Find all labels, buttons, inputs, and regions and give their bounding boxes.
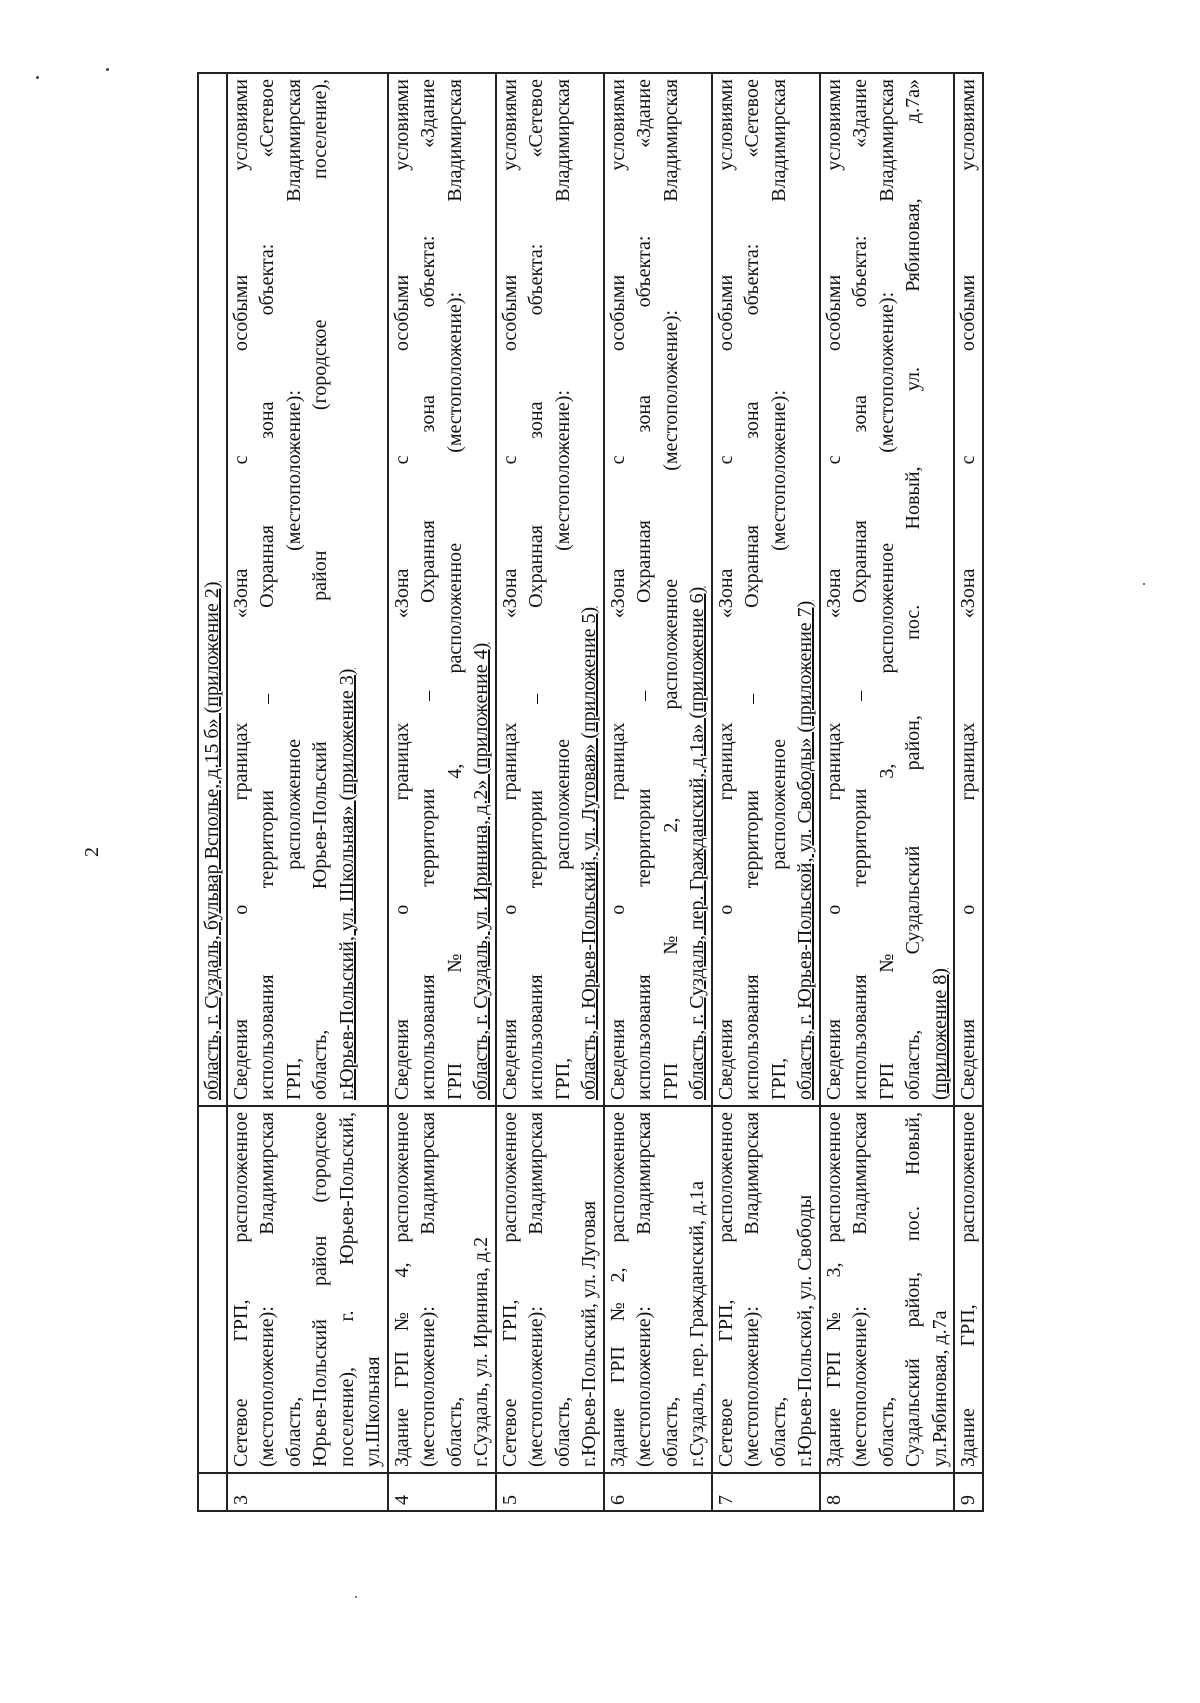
cell-line: Здание ГРП №2, расположенное xyxy=(606,1112,629,1467)
object-description xyxy=(496,1106,604,1473)
table-row xyxy=(820,73,955,1511)
zone-boundary-info xyxy=(820,73,955,1106)
row-number: 5 xyxy=(496,1473,604,1511)
zone-boundary-info xyxy=(712,73,820,1106)
cell-line: область, г. Юрьев-Польский, ул. Луговая» (приложение 5) xyxy=(578,606,600,1100)
cell-line: (местоположение): Владимирская область, xyxy=(633,1112,682,1467)
cell-line: Сведения о границах «Зона с особыми условиями xyxy=(714,79,737,1100)
cell-line: Здание ГРП № 3, расположенное xyxy=(822,1112,845,1467)
table-row xyxy=(388,73,496,1511)
cell-line: г.Юрьев-Польский, ул. Луговая xyxy=(578,1200,600,1467)
cell-line: (приложение 8) xyxy=(928,968,951,1100)
cell-line: Сведения о границах «Зона с особыми условиями xyxy=(498,79,521,1100)
table-row xyxy=(496,73,604,1511)
table-row xyxy=(227,73,388,1511)
document-table-rotated xyxy=(197,72,1089,1512)
row-number: 4 xyxy=(388,1473,496,1511)
table-row xyxy=(954,73,983,1511)
cell-line: использования территории – Охранная зона объекта: «Здание xyxy=(417,79,439,1100)
row-number xyxy=(198,1473,227,1511)
zone-boundary-info xyxy=(496,73,604,1106)
cell-line: использования территории – Охранная зона объекта: «Здание xyxy=(633,79,655,1100)
zone-boundary-info xyxy=(227,73,388,1106)
cell-line: г.Юрьев-Польский, ул. Школьная» (приложение 3) xyxy=(335,668,358,1100)
cell-line: использования территории – Охранная зона объекта: «Сетевое xyxy=(741,79,763,1100)
row-number: 9 xyxy=(954,1473,983,1511)
cell-line: ГРП № 4, расположенное (местоположение): Владимирская xyxy=(443,79,466,1100)
object-description xyxy=(604,1106,712,1473)
zones-table xyxy=(197,72,984,1512)
cell-line: Сведения о границах «Зона с особыми условиями xyxy=(229,79,252,1100)
table-row xyxy=(604,73,712,1511)
object-description xyxy=(388,1106,496,1473)
cell-line: Сведения о границах «Зона с особыми условиями xyxy=(822,79,845,1100)
object-description xyxy=(198,1106,227,1473)
cell-line: г.Юрьев-Польской, ул. Свободы xyxy=(794,1194,816,1467)
object-description xyxy=(820,1106,955,1473)
cell-line: Сведения о границах «Зона с особыми условиями xyxy=(957,79,979,1100)
cell-line: Сведения о границах «Зона с особыми условиями xyxy=(390,79,413,1100)
cell-line: ГРП № 3, расположенное (местоположение): Владимирская xyxy=(875,79,898,1100)
cell-line: область, г. Суздаль, ул. Иринина, д.2» (приложение 4) xyxy=(470,642,492,1100)
zones-table-body xyxy=(198,73,983,1511)
scan-speck xyxy=(36,76,39,79)
cell-line: Сетевое ГРП, расположенное xyxy=(714,1112,737,1467)
cell-line: Сетевое ГРП, расположенное xyxy=(498,1112,521,1467)
cell-line: использования территории – Охранная зона объекта: «Сетевое xyxy=(256,79,278,1100)
page-number: 2 xyxy=(81,847,103,857)
cell-line: ГРП, расположенное (местоположение): Владимирская xyxy=(551,79,574,1100)
table-row xyxy=(712,73,820,1511)
table-row xyxy=(198,73,227,1511)
cell-line: г.Суздаль, пер. Гражданский, д.1а xyxy=(686,1180,708,1467)
row-number: 6 xyxy=(604,1473,712,1511)
cell-line: Сведения о границах «Зона с особыми условиями xyxy=(606,79,629,1100)
cell-line: область, г. Суздаль, пер. Гражданский, д.1а» (приложение 6) xyxy=(686,586,708,1100)
object-description xyxy=(227,1106,388,1473)
cell-line: область, Юрьев-Польский район (городское поселение), xyxy=(309,79,331,1100)
scan-speck xyxy=(355,1596,357,1598)
cell-line: Сетевое ГРП, расположенное xyxy=(229,1112,252,1467)
cell-line: Здание ГРП № 4, расположенное xyxy=(390,1112,413,1467)
zone-boundary-info xyxy=(388,73,496,1106)
cell-line: область, г. Юрьев-Польской, ул. Свободы» (приложение 7) xyxy=(794,600,816,1100)
cell-line: использования территории – Охранная зона объекта: «Сетевое xyxy=(525,79,547,1100)
zone-boundary-info xyxy=(604,73,712,1106)
cell-line: ул.Рябиновая, д.7а xyxy=(928,1310,951,1467)
cell-line: (местоположение): Владимирская область, xyxy=(417,1112,466,1467)
zone-boundary-info xyxy=(954,73,983,1106)
cell-line: использования территории – Охранная зона объекта: «Здание xyxy=(849,79,871,1100)
row-number: 8 xyxy=(820,1473,955,1511)
object-description xyxy=(954,1106,983,1473)
cell-line: (местоположение): Владимирская область, xyxy=(741,1112,790,1467)
scan-speck xyxy=(106,68,109,71)
cell-line: Юрьев-Польский район (городское xyxy=(309,1112,331,1467)
cell-line: ул.Школьная xyxy=(362,1356,384,1467)
object-description xyxy=(712,1106,820,1473)
cell-line: Суздальский район, пос. Новый, xyxy=(902,1112,924,1467)
cell-line: область, Суздальский район, пос. Новый, ул. Рябиновая, д.7а» xyxy=(902,79,924,1100)
cell-line: поселение), г. Юрьев-Польский, xyxy=(335,1112,358,1467)
row-number: 7 xyxy=(712,1473,820,1511)
zone-boundary-info xyxy=(198,73,227,1106)
cell-line: (местоположение): Владимирская область, xyxy=(525,1112,574,1467)
cell-line: ГРП, расположенное (местоположение): Владимирская xyxy=(767,79,790,1100)
row-number: 3 xyxy=(227,1473,388,1511)
cell-line: ГРП, расположенное (местоположение): Владимирская xyxy=(282,79,305,1100)
cell-line: ГРП №2, расположенное (местоположение): Владимирская xyxy=(659,79,682,1100)
cell-line: область, г. Суздаль, бульвар Всполье, д.15 б» (приложение 2) xyxy=(201,581,223,1100)
scan-speck xyxy=(1143,583,1145,585)
cell-line: Здание ГРП, расположенное xyxy=(957,1112,979,1467)
cell-line: (местоположение): Владимирская область, xyxy=(849,1112,898,1467)
cell-line: (местоположение): Владимирская область, xyxy=(256,1112,305,1467)
cell-line: г.Суздаль, ул. Иринина, д.2 xyxy=(470,1236,492,1467)
